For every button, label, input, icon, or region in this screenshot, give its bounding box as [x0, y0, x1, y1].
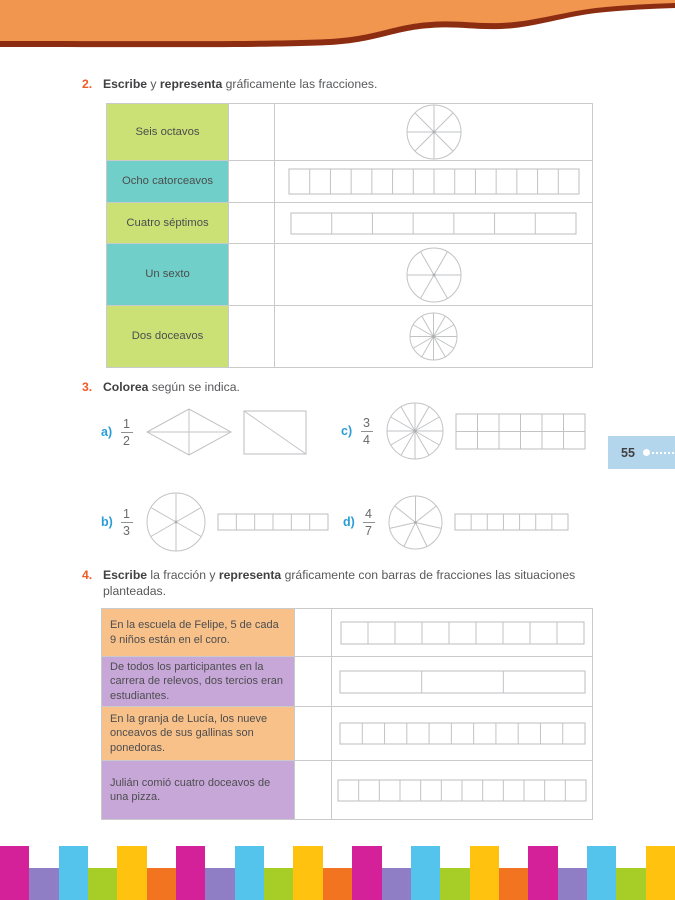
write-fraction-cell — [228, 244, 275, 305]
diagram-cell — [275, 244, 592, 305]
footer-color-bar — [440, 868, 470, 900]
diagram-cell — [332, 761, 592, 819]
exercise-4-number: 4. — [82, 568, 93, 582]
situation-row — [102, 761, 592, 819]
rhombus-shape — [146, 408, 232, 456]
diagram-cell — [332, 609, 592, 656]
fraction-numerator: 1 — [123, 416, 130, 431]
exercise-3-title: Colorea según se indica. — [103, 380, 240, 394]
fraction-bar-14-cells — [288, 168, 580, 195]
footer-color-bar — [59, 846, 88, 900]
fraction-name-label: Dos doceavos — [107, 306, 228, 367]
exercise-2-number: 2. — [82, 77, 93, 91]
fraction-line — [361, 431, 373, 432]
footer-color-bar — [88, 868, 117, 900]
fraction-bar-7-cells — [290, 212, 577, 235]
footer-color-bar — [470, 846, 499, 900]
situation-text: En la escuela de Felipe, 5 de cada 9 niños están en el coro. — [102, 609, 294, 656]
fraction-denominator: 3 — [123, 523, 130, 538]
footer-color-bar — [235, 846, 264, 900]
write-fraction-cell — [228, 203, 275, 243]
fraction-bar-7-cells — [454, 513, 569, 531]
fraction-circle-8-slices — [406, 104, 462, 160]
item-letter: a) — [101, 425, 113, 439]
fraction-circle-12-slices — [386, 402, 444, 460]
footer-color-bar — [499, 868, 528, 900]
situation-text: De todos los participantes en la carrera de relevos, dos tercios eran estudiantes. — [102, 657, 294, 706]
situation-row — [102, 707, 592, 761]
write-fraction-cell — [228, 104, 275, 160]
page-number: 55 — [621, 445, 635, 460]
page-number-badge — [608, 436, 675, 469]
situations-table — [101, 608, 593, 820]
item-letter: b) — [101, 515, 113, 529]
footer-color-bar — [616, 868, 646, 900]
fraction-bar-9-cells — [340, 621, 585, 645]
exercise-4-heading — [82, 567, 612, 599]
exercise-2-title: Escribe y representa gráficamente las fracciones. — [103, 77, 378, 91]
fraction-name-label: Seis octavos — [107, 104, 228, 160]
fraction-denominator: 2 — [123, 433, 130, 448]
item-letter: c) — [341, 424, 353, 438]
footer-color-bar — [352, 846, 382, 900]
write-fraction-cell — [294, 609, 332, 656]
diagram-cell — [275, 104, 592, 160]
fractions-table — [106, 103, 593, 368]
footer-color-bar — [558, 868, 587, 900]
fraction-name-label: Ocho catorceavos — [107, 161, 228, 202]
situation-text: Julián comió cuatro doceavos de una pizza. — [102, 761, 294, 819]
fraction-bar-3-cells — [339, 670, 586, 694]
fraction-name-label: Un sexto — [107, 244, 228, 305]
header-orange-band — [0, 0, 675, 41]
footer-color-bar — [411, 846, 440, 900]
fraction-bar-6-cells — [217, 513, 329, 531]
badge-dotted-line-icon — [652, 452, 674, 454]
diagram-cell — [275, 306, 592, 367]
fraction-circle-6-slices — [406, 247, 462, 303]
color-item-b — [101, 491, 329, 553]
fraction-numerator: 1 — [123, 506, 130, 521]
diagram-cell — [275, 203, 592, 243]
color-item-c — [341, 402, 586, 460]
footer-color-bar — [0, 846, 29, 900]
footer-color-bar — [587, 846, 616, 900]
fraction-denominator: 4 — [363, 432, 370, 447]
footer-color-bar — [264, 868, 293, 900]
fraction-row — [107, 244, 592, 306]
footer-color-bar — [528, 846, 558, 900]
footer-color-bar — [205, 868, 235, 900]
diagram-cell — [332, 657, 592, 706]
footer-bars-decoration — [0, 846, 675, 900]
color-item-d — [343, 494, 569, 550]
rectangle-diagonal-shape — [243, 410, 307, 455]
fraction-line — [363, 522, 375, 523]
situation-row — [102, 657, 592, 707]
fraction-line — [121, 432, 133, 433]
write-fraction-cell — [228, 306, 275, 367]
footer-color-bar — [323, 868, 352, 900]
fraction-row — [107, 161, 592, 203]
fraction-bar-12-cells — [337, 779, 587, 802]
exercise-3-heading — [82, 379, 240, 395]
fraction-row — [107, 104, 592, 161]
write-fraction-cell — [294, 707, 332, 760]
fraction-numerator: 3 — [363, 415, 370, 430]
situation-text: En la granja de Lucía, los nueve onceavos de sus gallinas son ponedoras. — [102, 707, 294, 760]
footer-color-bar — [293, 846, 323, 900]
fraction-row — [107, 203, 592, 244]
footer-color-bar — [646, 846, 675, 900]
diagram-cell — [275, 161, 592, 202]
footer-color-bar — [117, 846, 147, 900]
fraction-value — [360, 507, 377, 538]
fraction-circle-7-slices — [388, 495, 443, 550]
header-wave-decoration — [0, 0, 675, 60]
footer-color-bar — [382, 868, 411, 900]
fraction-bar-11-cells — [339, 722, 586, 745]
badge-dot-icon — [643, 449, 650, 456]
write-fraction-cell — [294, 761, 332, 819]
fraction-value — [358, 416, 375, 447]
exercise-3-number: 3. — [82, 380, 93, 394]
footer-color-bar — [29, 868, 59, 900]
footer-color-bar — [176, 846, 205, 900]
fraction-line — [121, 522, 133, 523]
color-item-a — [101, 404, 307, 460]
fraction-row — [107, 306, 592, 367]
fraction-circle-12-slices — [409, 312, 458, 361]
fraction-name-label: Cuatro séptimos — [107, 203, 228, 243]
write-fraction-cell — [294, 657, 332, 706]
exercise-2-heading — [82, 76, 377, 92]
write-fraction-cell — [228, 161, 275, 202]
exercise-4-title: Escribe la fracción y representa gráficamente con barras de fracciones las situaciones planteadas. — [103, 568, 576, 598]
fraction-value — [118, 507, 135, 538]
fraction-value — [118, 417, 135, 448]
fraction-circle-6-slices — [146, 492, 206, 552]
situation-row — [102, 609, 592, 657]
fraction-grid-12-cells — [455, 413, 586, 450]
footer-color-bar — [147, 868, 176, 900]
diagram-cell — [332, 707, 592, 760]
fraction-denominator: 7 — [365, 523, 372, 538]
fraction-numerator: 4 — [365, 506, 372, 521]
item-letter: d) — [343, 515, 355, 529]
